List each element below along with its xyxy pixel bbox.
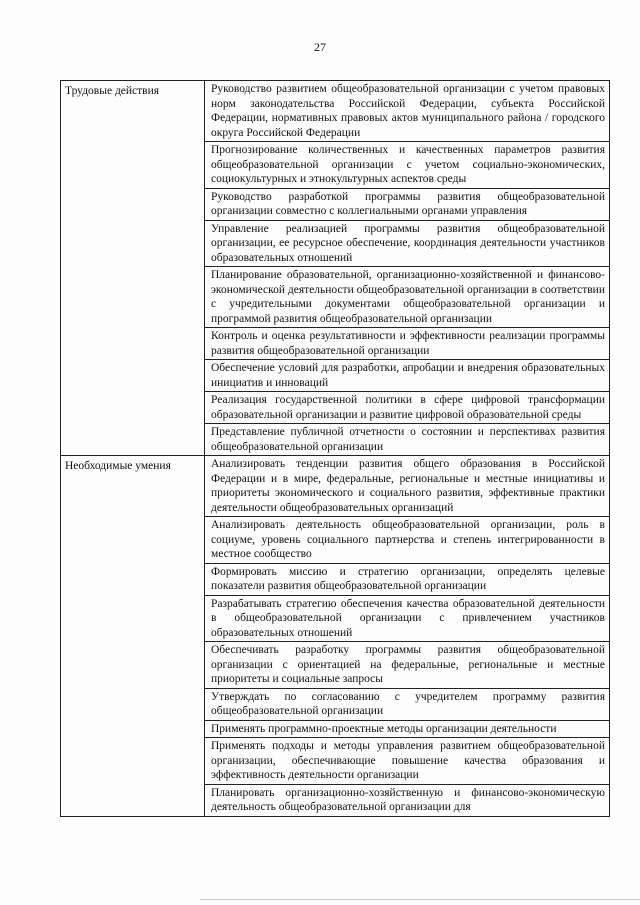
section-item: Представление публичной отчетности о состоянии и перспективах развития общеобразовательной организации xyxy=(211,426,605,453)
section-item: Разрабатывать стратегию обеспечения качества образовательной деятельности в общеобразовательной организации с привлечением участников образовательных отношений xyxy=(205,596,609,643)
section-label: Трудовые действия xyxy=(61,81,205,456)
section-item: Прогнозирование количественных и качественных параметров развития общеобразовательной организации с учетом социально-экономических, социокультурных и этнокультурных аспектов среды xyxy=(205,142,609,189)
requirements-table xyxy=(60,80,610,817)
section-label: Необходимые умения xyxy=(61,456,205,817)
section-items xyxy=(205,456,610,817)
section-item: Применять подходы и методы управления развитием общеобразовательной организации, обеспечивающие повышение качества образования и эффективность деятельности организации xyxy=(205,738,609,785)
page-number: 27 xyxy=(314,40,326,54)
section-item: Анализировать деятельность общеобразовательной организации, роль в социуме, уровень социального партнерства и степень интегрированности в местное сообщество xyxy=(205,517,609,564)
section-item: Утверждать по согласованию с учредителем программу развития общеобразовательной организации xyxy=(205,689,609,721)
page-bottom-line xyxy=(200,899,640,900)
section-row xyxy=(61,456,610,817)
section-item: Обеспечивать разработку программы развития общеобразовательной организации с ориентацией на федеральные, региональные и местные приоритеты и социальные запросы xyxy=(205,642,609,689)
section-item: Руководство разработкой программы развития общеобразовательной организации совместно с коллегиальными органами управления xyxy=(205,189,609,221)
requirements-table-body xyxy=(61,81,610,817)
section-item: Планирование образовательной, организационно-хозяйственной и финансово-экономической деятельности общеобразовательной организации в соответствии с учредительными документами общеобразовательной организации и программой развития общеобразовательной организации xyxy=(205,267,609,328)
section-item: Применять программно-проектные методы организации деятельности xyxy=(205,721,609,739)
section-item: Обеспечение условий для разработки, апробации и внедрения образовательных инициатив и инноваций xyxy=(205,360,609,392)
section-item: Формировать миссию и стратегию организации, определять целевые показатели развития общеобразовательной организации xyxy=(205,564,609,596)
section-item: Управление реализацией программы развития общеобразовательной организации, ее ресурсное обеспечение, координация деятельности участников образовательных отношений xyxy=(205,221,609,268)
section-item: Руководство развитием общеобразовательной организации с учетом правовых норм законодательства Российской Федерации, субъекта Российской Федерации, нормативных правовых актов муниципального района / городского округа Российской Федерации xyxy=(205,81,609,142)
section-item: Контроль и оценка результативности и эффективности реализации программы развития общеобразовательной организации xyxy=(205,328,609,360)
section-row xyxy=(61,81,610,456)
section-item: Анализировать тенденции развития общего образования в Российской Федерации и в мире, федеральные, региональные и местные инициативы и приоритеты экономического и социального развития, эффективные практики деятельности общеобразовательных организаций xyxy=(205,456,609,517)
section-item: Планировать организационно-хозяйственную и финансово-экономическую деятельность общеобразовательной организации для xyxy=(211,786,605,813)
section-item: Реализация государственной политики в сфере цифровой трансформации образовательной организации и развитие цифровой образовательной среды xyxy=(205,392,609,424)
section-items xyxy=(205,81,610,456)
